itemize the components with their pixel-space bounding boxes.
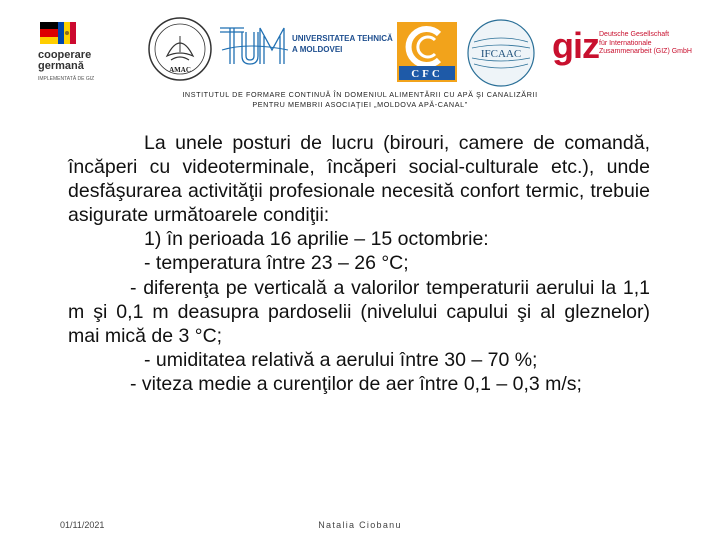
giz-logo bbox=[552, 26, 720, 76]
cooperare-germana-logo bbox=[36, 14, 132, 84]
ifcaac-emblem-icon bbox=[466, 18, 536, 88]
logo-bar bbox=[0, 8, 720, 86]
cfc-emblem-icon bbox=[395, 20, 459, 84]
utm-line-2: A MOLDOVEI bbox=[292, 45, 343, 54]
cfc-text: CFC bbox=[411, 68, 443, 80]
amac-text: AMAC bbox=[169, 66, 191, 74]
institute-line-1: INSTITUTUL DE FORMARE CONTINUĂ ÎN DOMENIUL ALIMENTĂRII CU APĂ ŞI CANALIZĂRII bbox=[182, 90, 538, 99]
slide-body bbox=[68, 131, 650, 396]
condition-period: 1) în perioada 16 aprilie – 15 octombrie: bbox=[144, 228, 489, 251]
condition-temperature: - temperatura între 23 – 26 °C; bbox=[144, 252, 409, 275]
giz-line-2: für Internationale bbox=[599, 39, 652, 47]
ifcaac-logo bbox=[466, 18, 536, 88]
coop-small-text: IMPLEMENTATĂ DE GIZ bbox=[38, 76, 95, 82]
flag-icon bbox=[40, 22, 76, 44]
footer-author: Natalia Ciobanu bbox=[318, 520, 402, 530]
coop-line-2: germană bbox=[38, 60, 84, 72]
giz-line-1: Deutsche Gesellschaft bbox=[599, 31, 670, 38]
condition-vertical-difference: - diferenţa pe verticală a valorilor temperaturii aerului la 1,1 m şi 0,1 m deasupra pardoselii (nivelului capului şi al gleznelor) mai mică de 3 °C; bbox=[68, 276, 650, 347]
giz-line-3: Zusammenarbeit (GIZ) GmbH bbox=[599, 48, 692, 55]
utm-mark-icon bbox=[218, 20, 290, 70]
institute-line-2: PENTRU MEMBRII ASOCIAŢIEI „MOLDOVA APĂ-CANAL” bbox=[252, 100, 468, 109]
utm-logo bbox=[218, 20, 393, 70]
giz-mark: giz bbox=[552, 25, 599, 66]
institute-header bbox=[0, 90, 720, 110]
amac-logo bbox=[147, 16, 213, 82]
footer-date: 01/11/2021 bbox=[60, 520, 105, 530]
amac-emblem-icon bbox=[147, 16, 213, 82]
condition-humidity: - umiditatea relativă a aerului între 30 – 70 %; bbox=[144, 348, 538, 371]
ifcaac-text: IFCAAC bbox=[480, 48, 522, 60]
condition-air-speed: - viteza medie a curenţilor de aer între 0,1 – 0,3 m/s; bbox=[130, 372, 582, 395]
intro-paragraph: La unele posturi de lucru (birouri, camere de comandă, încăperi cu videoterminale, încăperi social-culturale etc.), unde desfăşurarea activităţii profesionale necesită confort termic, trebuie asigurate următoarele condiţii: bbox=[68, 132, 650, 227]
cfc-logo bbox=[395, 20, 459, 84]
utm-line-1: UNIVERSITATEA TEHNICĂ bbox=[292, 34, 393, 43]
coop-line-1: cooperare bbox=[38, 49, 92, 61]
